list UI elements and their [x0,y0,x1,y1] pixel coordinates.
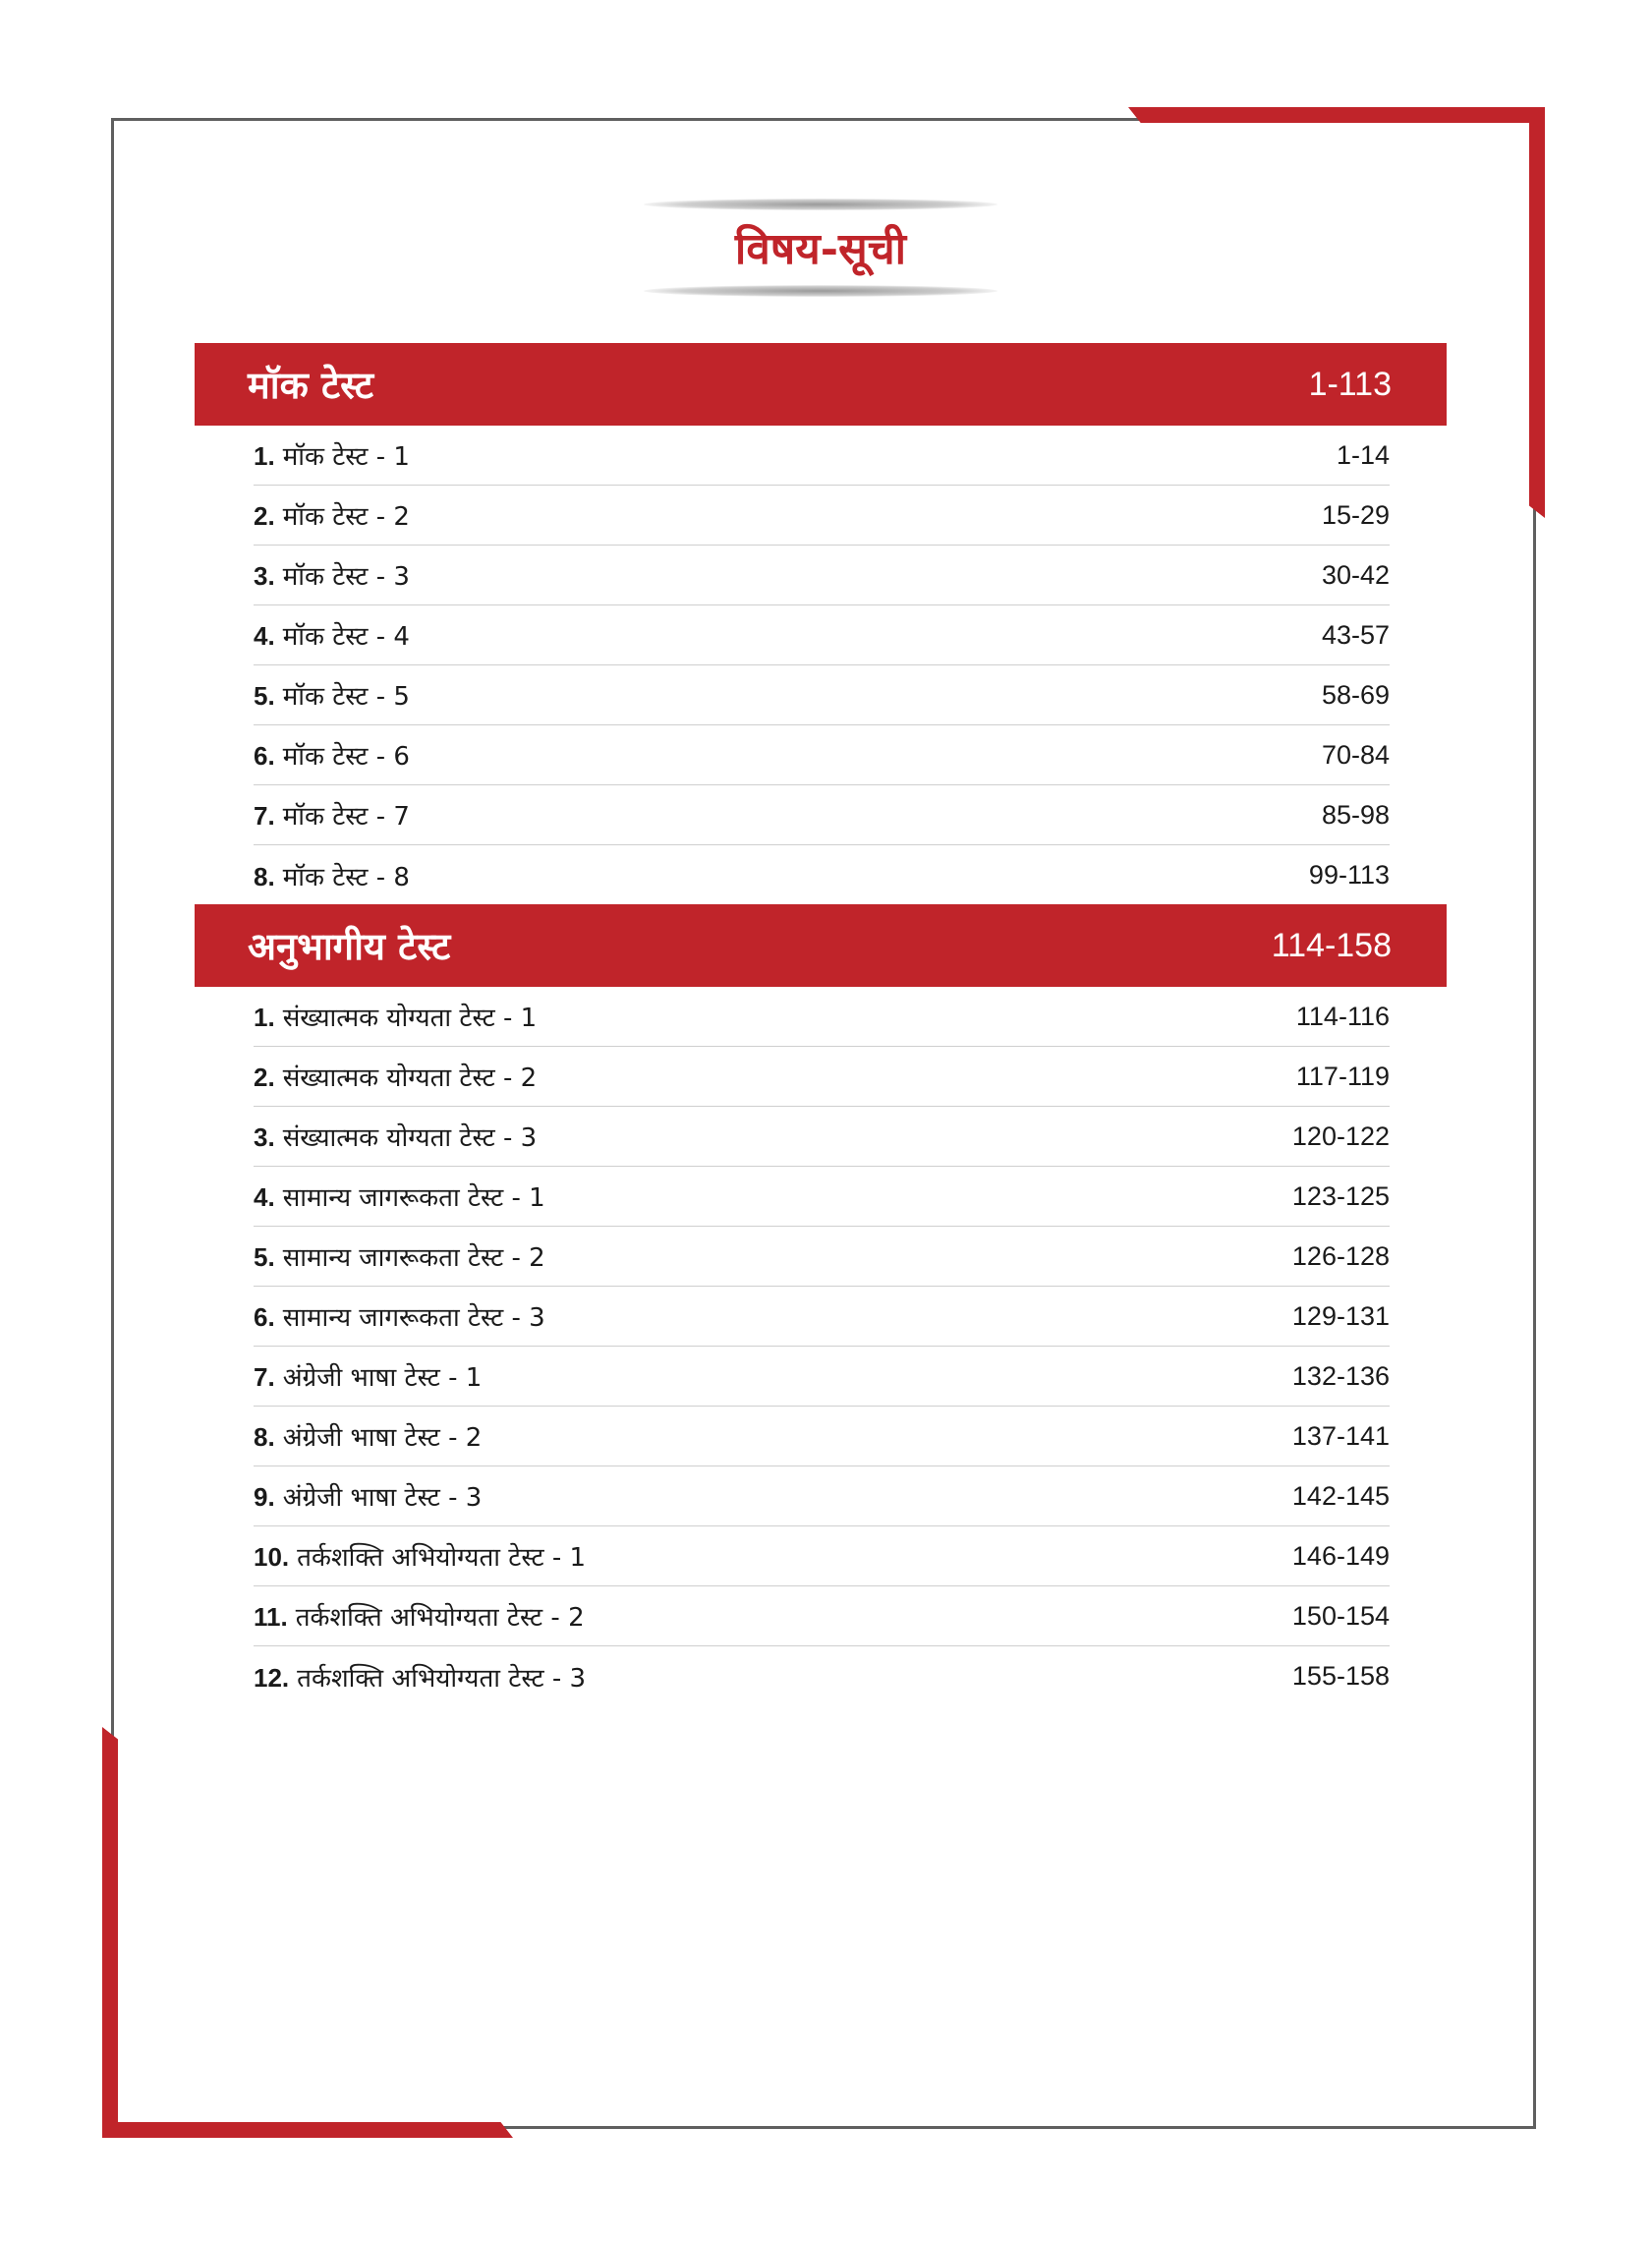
entry-number: 8. [254,1422,275,1452]
section-list-mock-tests [254,426,1390,905]
entry-pages: 142-145 [1291,1480,1390,1511]
toc-entry[interactable] [254,1167,1390,1227]
toc-entry[interactable] [254,725,1390,785]
entry-number: 6. [254,1302,275,1332]
toc-entry[interactable] [254,1526,1390,1586]
entry-label: तर्कशक्ति अभियोग्यता टेस्ट - 1 [297,1543,587,1573]
entry-number: 1. [254,441,275,471]
section-title: मॉक टेस्ट [248,364,374,407]
entry-number: 2. [254,501,275,531]
entry-pages: 126-128 [1291,1240,1390,1271]
section-page-range: 114-158 [1271,926,1392,964]
title-rule-top [644,199,997,210]
section-header-sectional-tests[interactable] [195,904,1447,987]
toc-entry[interactable] [254,605,1390,665]
entry-label: सामान्य जागरूकता टेस्ट - 3 [282,1303,545,1333]
entry-label: तर्कशक्ति अभियोग्यता टेस्ट - 3 [297,1663,587,1694]
toc-entry[interactable] [254,1466,1390,1526]
toc-entry[interactable] [254,987,1390,1047]
entry-label: मॉक टेस्ट - 7 [282,802,410,832]
section-page-range: 1-113 [1308,365,1392,403]
entry-label: अंग्रेजी भाषा टेस्ट - 1 [282,1363,483,1393]
entry-pages: 137-141 [1291,1420,1390,1451]
toc-entry[interactable] [254,1107,1390,1167]
entry-pages: 99-113 [1308,860,1390,890]
entry-pages: 70-84 [1321,739,1390,770]
toc-entry[interactable] [254,1287,1390,1347]
entry-number: 1. [254,1003,275,1032]
section-list-sectional-tests [254,987,1390,1706]
toc-entry[interactable] [254,1227,1390,1287]
entry-label: अंग्रेजी भाषा टेस्ट - 2 [282,1423,483,1453]
entry-number: 7. [254,1362,275,1392]
toc-entry[interactable] [254,426,1390,486]
toc-entry[interactable] [254,845,1390,905]
entry-pages: 1-14 [1336,439,1390,470]
entry-number: 8. [254,861,275,891]
entry-pages: 114-116 [1295,1001,1390,1031]
toc-entry[interactable] [254,1646,1390,1706]
entry-number: 5. [254,681,275,711]
toc-entry[interactable] [254,1407,1390,1466]
entry-number: 3. [254,1122,275,1152]
entry-pages: 120-122 [1291,1121,1390,1151]
entry-pages: 15-29 [1321,499,1390,530]
entry-pages: 146-149 [1291,1540,1390,1571]
entry-pages: 30-42 [1321,559,1390,590]
entry-number: 12. [254,1662,290,1693]
toc-entry[interactable] [254,665,1390,725]
corner-accent-bottom-left-vertical [102,1727,118,2138]
entry-pages: 150-154 [1291,1600,1390,1631]
entry-pages: 155-158 [1291,1661,1390,1691]
corner-accent-top-right-vertical [1529,107,1545,518]
toc-entry[interactable] [254,785,1390,845]
title-rule-bottom [644,285,997,297]
entry-pages: 58-69 [1321,679,1390,710]
toc-entry[interactable] [254,486,1390,546]
entry-label: मॉक टेस्ट - 3 [282,562,410,592]
entry-pages: 117-119 [1295,1061,1390,1091]
entry-number: 5. [254,1242,275,1272]
title-block [644,197,997,305]
entry-pages: 43-57 [1321,619,1390,650]
entry-label: तर्कशक्ति अभियोग्यता टेस्ट - 2 [295,1603,585,1633]
entry-label: अंग्रेजी भाषा टेस्ट - 3 [282,1483,483,1513]
entry-label: सामान्य जागरूकता टेस्ट - 2 [282,1243,545,1273]
section-header-mock-tests[interactable] [195,343,1447,426]
toc-entry[interactable] [254,546,1390,605]
entry-number: 4. [254,621,275,651]
entry-number: 10. [254,1542,290,1572]
corner-accent-top-right-horizontal [1128,107,1545,123]
entry-label: सामान्य जागरूकता टेस्ट - 1 [282,1183,545,1213]
entry-number: 9. [254,1482,275,1512]
entry-number: 6. [254,741,275,771]
entry-pages: 129-131 [1291,1300,1390,1331]
entry-pages: 132-136 [1291,1360,1390,1391]
entry-label: मॉक टेस्ट - 4 [282,622,410,652]
entry-label: मॉक टेस्ट - 1 [282,442,410,472]
entry-label: मॉक टेस्ट - 2 [282,502,410,532]
section-title: अनुभागीय टेस्ट [248,925,451,968]
toc-entry[interactable] [254,1047,1390,1107]
entry-label: संख्यात्मक योग्यता टेस्ट - 3 [282,1123,538,1153]
entry-number: 11. [254,1602,288,1632]
entry-pages: 85-98 [1321,799,1390,830]
toc-entry[interactable] [254,1347,1390,1407]
entry-label: मॉक टेस्ट - 6 [282,742,410,772]
entry-label: मॉक टेस्ट - 5 [282,682,410,712]
page-title: विषय-सूची [734,224,907,274]
entry-number: 4. [254,1182,275,1212]
toc-entry[interactable] [254,1586,1390,1646]
entry-number: 2. [254,1063,275,1092]
entry-pages: 123-125 [1291,1180,1390,1211]
entry-label: मॉक टेस्ट - 8 [282,862,410,892]
corner-accent-bottom-left-horizontal [102,2122,513,2138]
entry-number: 7. [254,801,275,831]
entry-number: 3. [254,561,275,591]
entry-label: संख्यात्मक योग्यता टेस्ट - 1 [282,1004,538,1033]
entry-label: संख्यात्मक योग्यता टेस्ट - 2 [282,1064,538,1093]
